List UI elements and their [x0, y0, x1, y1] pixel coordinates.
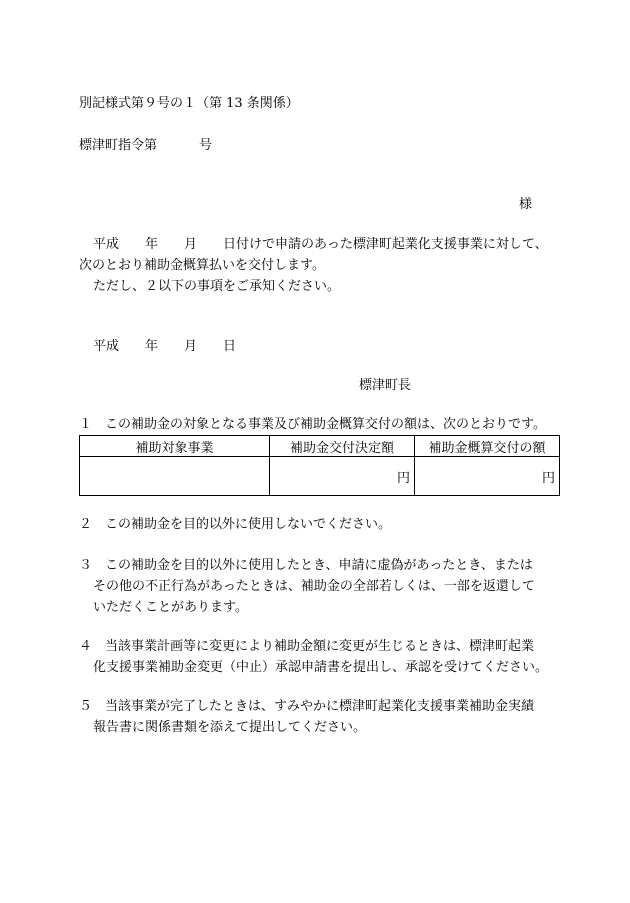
item-4-line-1: ４ 当該事業計画等に変更により補助金額に変更が生じるときは、標津町起業	[79, 639, 535, 654]
amounts-table	[79, 435, 560, 496]
issue-date-era: 平成	[93, 339, 120, 354]
intro-rest: 日付けで申請のあった標津町起業化支援事業に対して、	[223, 237, 548, 252]
intro-line-2: 次のとおり補助金概算払いを交付します。	[79, 258, 325, 273]
issue-date	[93, 338, 236, 356]
item-3-line-3: いただくことがあります。	[93, 600, 248, 615]
item-3-line-1: ３ この補助金を目的以外に使用したとき、申請に虚偽があったとき、または	[79, 558, 533, 573]
addressee-suffix: 様	[519, 197, 533, 212]
item-5-line-2: 報告書に関係書類を添えて提出してください。	[93, 720, 367, 735]
item-3-line-2: その他の不正行為があったときは、補助金の全部若しくは、一部を返還して	[93, 579, 535, 594]
issue-date-month: 月	[184, 339, 198, 354]
item-1: １ この補助金の対象となる事業及び補助金概算交付の額は、次のとおりです。	[79, 417, 546, 432]
issuer: 標津町長	[359, 378, 412, 393]
issue-date-day: 日	[223, 339, 237, 354]
item-2: ２ この補助金を目的以外に使用しないでください。	[79, 517, 392, 532]
intro-era: 平成	[93, 237, 120, 252]
item-5-line-1: ５ 当該事業が完了したときは、すみやかに標津町起業化支援事業補助金実績	[79, 699, 535, 714]
table-row	[80, 457, 560, 496]
table-header-cell: 補助金概算交付の額	[415, 436, 560, 457]
form-number: 別記様式第９号の１（第 13 条関係）	[79, 96, 299, 111]
table-cell-decided-amount: 円	[270, 457, 415, 496]
table-cell-project	[80, 457, 270, 496]
table-header-cell: 補助金交付決定額	[270, 436, 415, 457]
item-4-line-2: 化支援事業補助金変更（中止）承認申請書を提出し、承認を受けてください。	[93, 660, 549, 675]
intro-line-1	[93, 236, 548, 254]
intro-year: 年	[145, 237, 159, 252]
table-header-cell: 補助対象事業	[80, 436, 270, 457]
order-number-suffix: 号	[199, 138, 213, 153]
order-number	[79, 137, 212, 155]
intro-line-3: ただし、２以下の事項をご承知ください。	[93, 279, 341, 294]
intro-month: 月	[184, 237, 198, 252]
issue-date-year: 年	[145, 339, 159, 354]
table-header-row	[80, 436, 560, 457]
table-cell-advance-amount: 円	[415, 457, 560, 496]
order-number-prefix: 標津町指令第	[79, 138, 158, 153]
